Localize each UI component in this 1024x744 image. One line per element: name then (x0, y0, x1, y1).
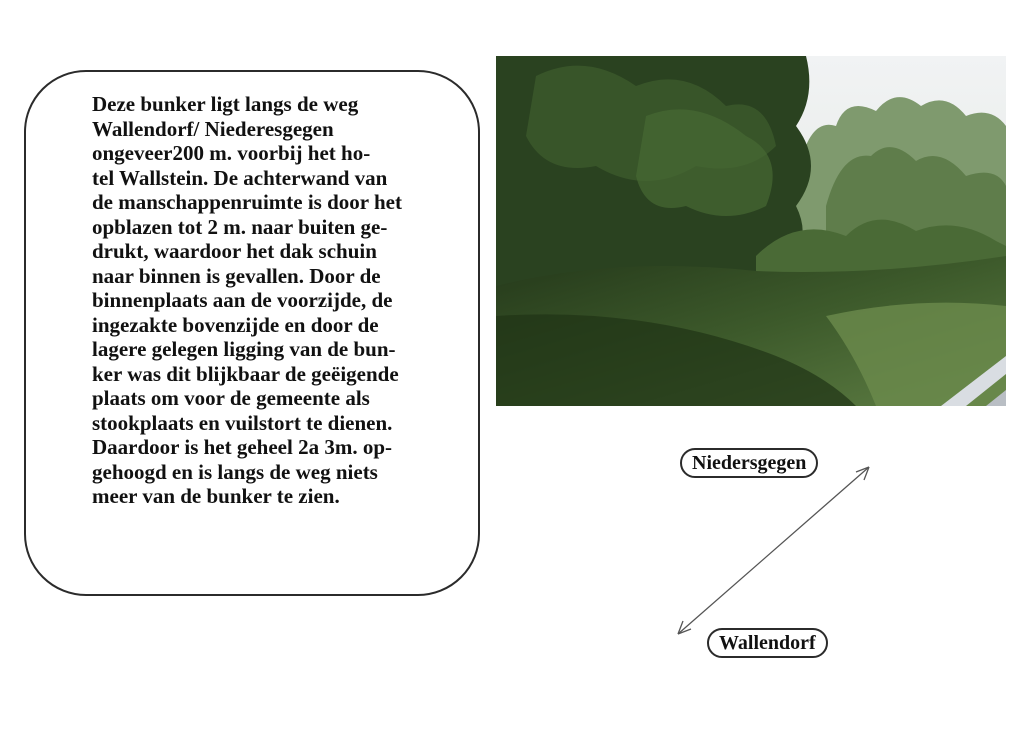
description-line: Daardoor is het geheel 2a 3m. op- (92, 435, 392, 459)
niedersgegen-label: Niedersgegen (680, 448, 818, 478)
description-line: ker was dit blijkbaar de geëigende (92, 361, 399, 386)
description-line: naar binnen is gevallen. Door de (92, 263, 381, 288)
description-line: de manschappenruimte is door het (92, 190, 402, 214)
wallendorf-label: Wallendorf (707, 628, 828, 658)
description-line: plaats om voor de gemeente als (92, 386, 370, 410)
description-line: ingezakte bovenzijde en door de (92, 312, 379, 337)
description-line: Deze bunker ligt langs de weg (92, 92, 359, 116)
description-line: lagere gelegen ligging van de bun- (92, 337, 396, 361)
description-line: opblazen tot 2 m. naar buiten ge- (92, 214, 388, 239)
description-line: drukt, waardoor het dak schuin (92, 239, 377, 263)
description-line: tel Wallstein. De achterwand van (92, 165, 388, 190)
description-line: ongeveer200 m. voorbij het ho- (92, 141, 371, 165)
description-line: binnenplaats aan de voorzijde, de (92, 288, 393, 312)
description-line: meer van de bunker te zien. (92, 484, 340, 508)
description-line: Wallendorf/ Niederesgegen (92, 116, 334, 141)
description-line: stookplaats en vuilstort te dienen. (92, 410, 393, 435)
description-line: gehoogd en is langs de weg niets (92, 459, 378, 484)
